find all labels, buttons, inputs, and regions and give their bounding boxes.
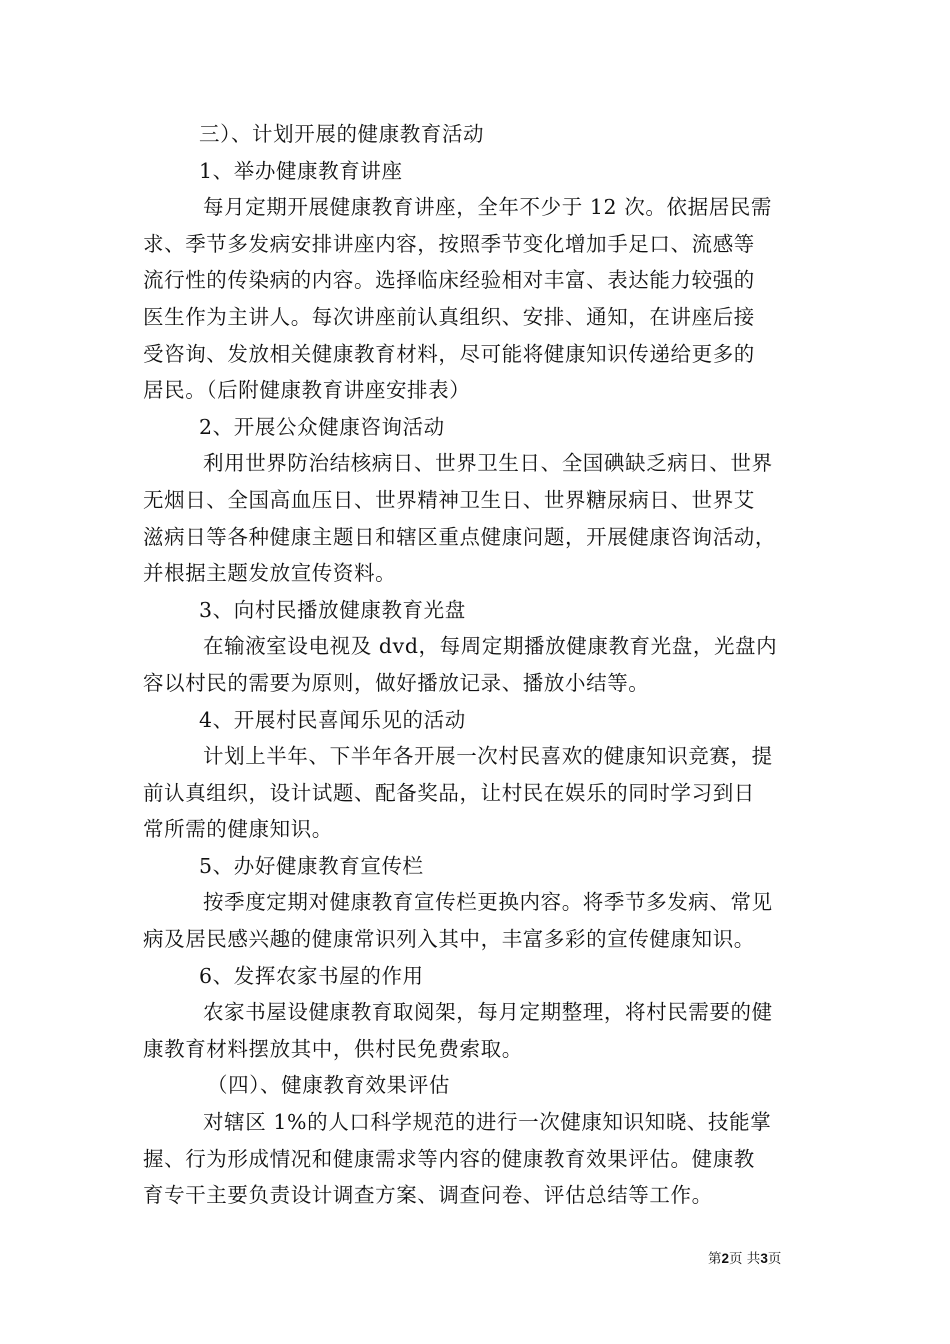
footer-middle: 页 共 (729, 1251, 761, 1267)
page-number-footer (708, 1247, 781, 1267)
subheading-6: 6、发挥农家书屋的作用 (199, 963, 424, 988)
paragraph-line: 流行性的传染病的内容。选择临床经验相对丰富、表达能力较强的 (143, 268, 755, 293)
paragraph-line: 利用世界防治结核病日、世界卫生日、全国碘缺乏病日、世界 (203, 451, 773, 476)
subheading-5: 5、办好健康教育宣传栏 (199, 853, 424, 878)
paragraph-line: 病及居民感兴趣的健康常识列入其中，丰富多彩的宣传健康知识。 (143, 927, 755, 952)
subheading-1: 1、举办健康教育讲座 (199, 158, 403, 183)
paragraph-line: 受咨询、发放相关健康教育材料，尽可能将健康知识传递给更多的 (143, 341, 755, 366)
paragraph-line: 农家书屋设健康教育取阅架，每月定期整理，将村民需要的健 (203, 1000, 773, 1025)
footer-page-number: 2 (721, 1251, 730, 1266)
footer-prefix: 第 (708, 1251, 722, 1267)
paragraph-line: 按季度定期对健康教育宣传栏更换内容。将季节多发病、常见 (203, 890, 773, 915)
paragraph-line: 居民。（后附健康教育讲座安排表） (143, 378, 471, 403)
paragraph-line: 在输液室设电视及 dvd，每周定期播放健康教育光盘，光盘内 (203, 634, 778, 659)
paragraph-line: 医生作为主讲人。每次讲座前认真组织、安排、通知，在讲座后接 (143, 304, 755, 329)
paragraph-line: 无烟日、全国高血压日、世界精神卫生日、世界糖尿病日、世界艾 (143, 487, 755, 512)
section-heading-3: 三）、计划开展的健康教育活动 (199, 122, 485, 146)
footer-suffix: 页 (767, 1251, 782, 1267)
paragraph-line: 容以村民的需要为原则，做好播放记录、播放小结等。 (143, 670, 650, 695)
document-body (143, 116, 813, 1214)
paragraph-line: 求、季节多发病安排讲座内容，按照季节变化增加手足口、流感等 (143, 231, 755, 256)
section-heading-4: （四）、健康教育效果评估 (207, 1073, 450, 1098)
footer-total-pages: 3 (760, 1251, 768, 1266)
paragraph-line: 康教育材料摆放其中，供村民免费索取。 (143, 1036, 523, 1061)
subheading-2: 2、开展公众健康咨询活动 (199, 414, 445, 439)
paragraph-line: 握、行为形成情况和健康需求等内容的健康教育效果评估。健康教 (143, 1146, 755, 1171)
subheading-3: 3、向村民播放健康教育光盘 (199, 597, 466, 622)
subheading-4: 4、开展村民喜闻乐见的活动 (199, 707, 466, 732)
paragraph-line: 每月定期开展健康教育讲座，全年不少于 12 次。依据居民需 (203, 195, 773, 220)
paragraph-line: 对辖区 1%的人口科学规范的进行一次健康知识知晓、技能掌 (203, 1110, 772, 1135)
paragraph-line: 前认真组织，设计试题、配备奖品，让村民在娱乐的同时学习到日 (143, 780, 755, 805)
paragraph-line: 滋病日等各种健康主题日和辖区重点健康问题，开展健康咨询活动， (143, 524, 776, 549)
paragraph-line: 并根据主题发放宣传资料。 (143, 561, 397, 586)
paragraph-line: 育专干主要负责设计调查方案、调查问卷、评估总结等工作。 (143, 1183, 713, 1208)
paragraph-line: 常所需的健康知识。 (143, 817, 333, 842)
paragraph-line: 计划上半年、下半年各开展一次村民喜欢的健康知识竞赛，提 (203, 744, 773, 769)
